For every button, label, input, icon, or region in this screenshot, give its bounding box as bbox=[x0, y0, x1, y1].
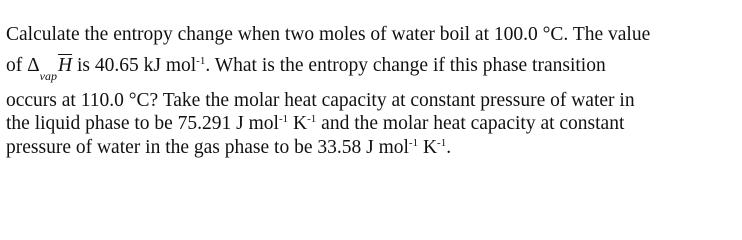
line4-exponent-1: -1 bbox=[278, 113, 289, 126]
problem-line-3: occurs at 110.0 °C? Take the molar heat capacity at constant pressure of water in bbox=[6, 90, 635, 111]
line2-value-text: is 40.65 kJ mol bbox=[72, 55, 197, 76]
line5-text-2: K bbox=[418, 137, 438, 158]
line2-lead: of Δ bbox=[6, 55, 40, 76]
line4-text-1: the liquid phase to be 75.291 J mol bbox=[6, 113, 279, 134]
problem-line-4 bbox=[6, 113, 624, 135]
line5-text-1: pressure of water in the gas phase to be 33.58 J mol bbox=[6, 137, 409, 158]
vap-subscript: vap bbox=[39, 68, 57, 83]
line2-tail: . What is the entropy change if this phase transition bbox=[205, 55, 606, 76]
line4-text-2: K bbox=[288, 113, 308, 134]
problem-line-5 bbox=[6, 137, 451, 159]
line2-exponent: -1 bbox=[196, 55, 206, 68]
problem-line-1: Calculate the entropy change when two moles of water boil at 100.0 °C. The value bbox=[6, 24, 651, 45]
line4-exponent-2: -1 bbox=[307, 113, 317, 126]
problem-line-2 bbox=[6, 55, 606, 83]
line4-text-3: and the molar heat capacity at constant bbox=[316, 113, 625, 134]
line5-exponent-2: -1 bbox=[437, 137, 447, 150]
line5-text-3: . bbox=[446, 137, 452, 158]
molar-enthalpy-symbol: $\overline{H}$ bbox=[58, 55, 73, 76]
line5-exponent-1: -1 bbox=[408, 137, 419, 150]
